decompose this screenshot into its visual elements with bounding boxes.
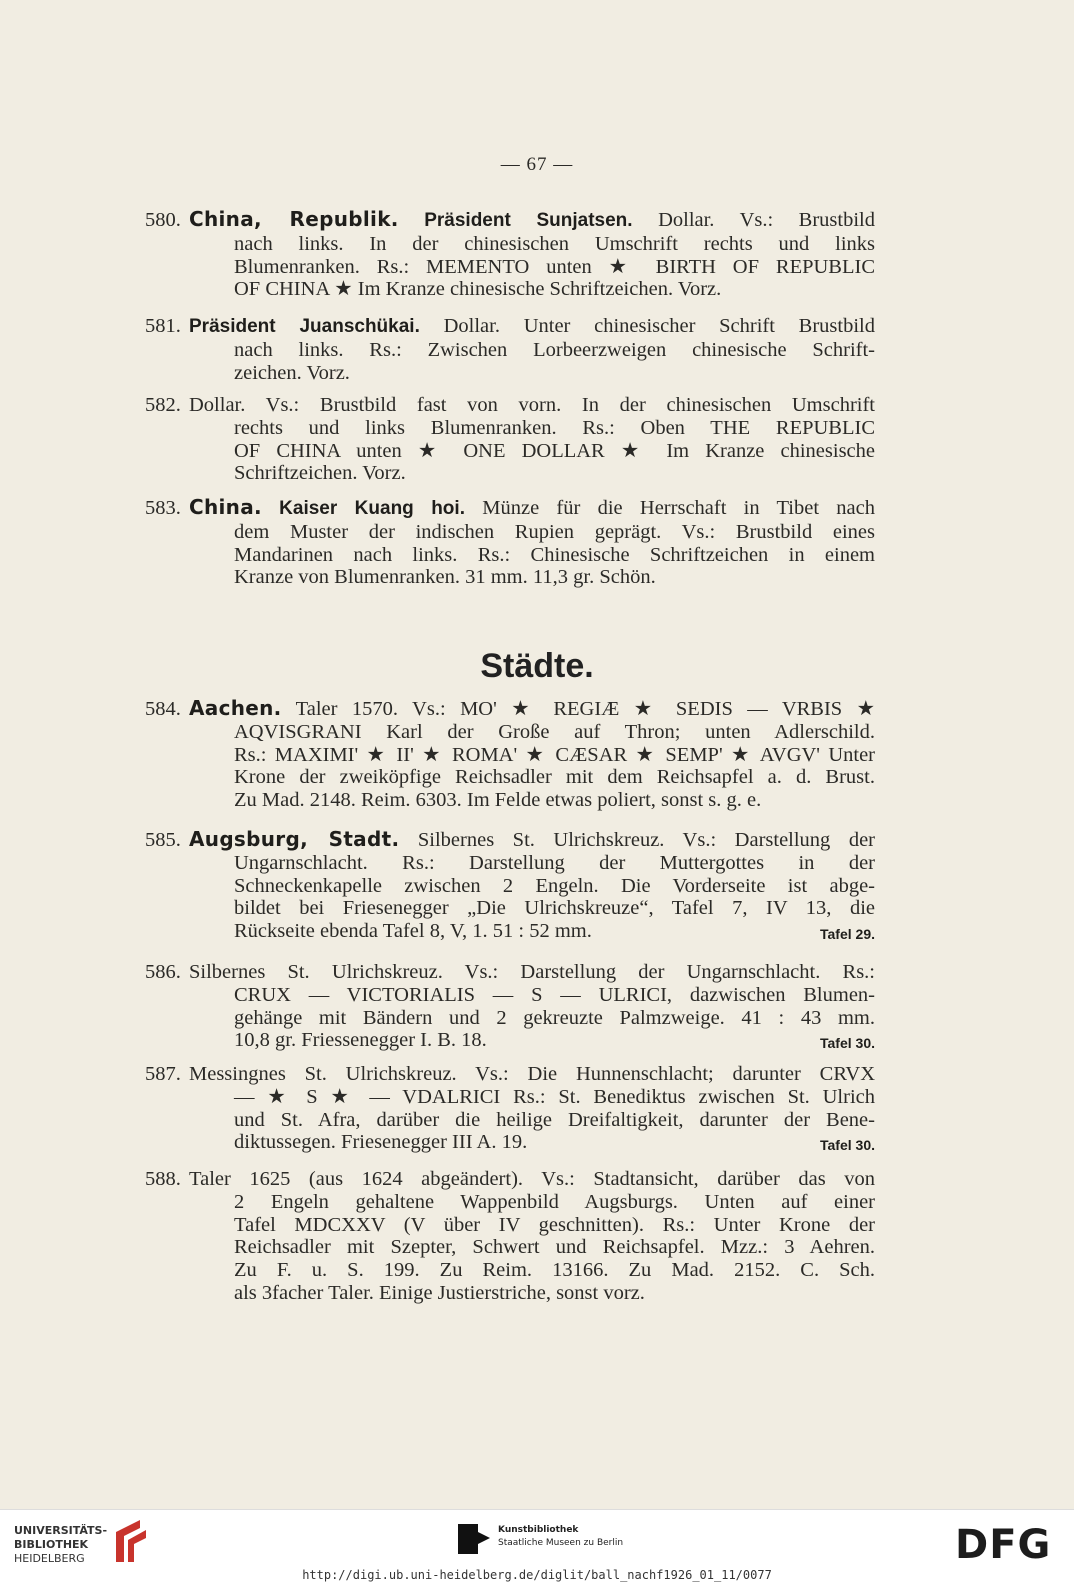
entry-place: Augsburg, Stadt.	[189, 827, 400, 851]
entry-text: Ungarnschlacht. Rs.: Darstellung der Muttergottes in der	[234, 851, 875, 874]
entry-line	[145, 828, 875, 852]
entry-place: China.	[189, 495, 262, 519]
entry-ruler: Präsident Juanschükai.	[189, 316, 420, 337]
section-title: Städte.	[480, 647, 594, 685]
entry-line	[145, 789, 875, 812]
entry-number: 586.	[145, 961, 181, 983]
entry-line	[145, 1007, 875, 1030]
entry-number: 582.	[145, 394, 181, 416]
catalogue-entry	[145, 315, 875, 384]
entry-text: Münze für die Herrschaft in Tibet nach	[482, 497, 876, 519]
entry-text: Krone der zweiköpfige Reichsadler mit dem Reichsapfel a. d. Brust.	[234, 766, 875, 789]
entry-text: gehänge mit Bändern und 2 gekreuzte Palmzweige. 41 : 43 mm.	[234, 1006, 875, 1029]
entry-text: bildet bei Friesenegger „Die Ulrichskreuze“, Tafel 7, IV 13, die	[234, 897, 875, 920]
catalogue-entry	[145, 1168, 875, 1305]
entry-ruler: Präsident Sunjatsen.	[424, 210, 633, 231]
entry-line	[145, 1109, 875, 1132]
entry-text: OF CHINA ★ Im Kranze chinesische Schriftzeichen. Vorz.	[234, 278, 722, 301]
entry-line	[145, 852, 875, 875]
entry-number: 583.	[145, 497, 181, 519]
entry-line	[145, 1063, 875, 1086]
catalogue-entry	[145, 208, 875, 301]
kunstbibliothek-text	[498, 1524, 623, 1550]
entry-line	[145, 744, 875, 767]
ub-logo-mark-icon	[110, 1518, 154, 1568]
entry-number: 587.	[145, 1063, 181, 1085]
entry-text: Schriftzeichen. Vorz.	[234, 462, 406, 485]
entry-line	[145, 961, 875, 984]
entry-line	[145, 1282, 875, 1305]
entry-text: Zu Mad. 2148. Reim. 6303. Im Felde etwas poliert, sonst s. g. e.	[234, 789, 762, 812]
entry-line	[145, 1029, 875, 1052]
entry-line	[145, 1191, 875, 1214]
entry-line	[145, 394, 875, 417]
entry-text: — ★ S ★ — VDALRICI Rs.: St. Benediktus zwischen St. Ulrich	[234, 1085, 875, 1108]
entry-text: als 3facher Taler. Einige Justierstriche, sonst vorz.	[234, 1281, 645, 1304]
entry-line	[145, 920, 875, 943]
entry-number: 588.	[145, 1168, 181, 1190]
footer-bar	[0, 1509, 1074, 1586]
entry-text: rechts und links Blumenranken. Rs.: Oben THE REPUBLIC	[234, 416, 875, 439]
entry-line	[145, 208, 875, 233]
entry-line	[145, 566, 875, 589]
entry-text: 10,8 gr. Friessenegger I. B. 18.	[234, 1029, 487, 1052]
entry-text: Rückseite ebenda Tafel 8, V, 1. 51 : 52 mm.	[234, 920, 592, 943]
entry-line	[145, 1214, 875, 1237]
entry-text: AQVISGRANI Karl der Große auf Thron; unten Adlerschild.	[234, 720, 875, 743]
entry-line	[145, 440, 875, 463]
entry-text: Dollar. Vs.: Brustbild fast von vorn. In der chinesischen Umschrift	[189, 394, 875, 416]
tafel-reference: Tafel 30.	[820, 1035, 875, 1052]
source-url-link[interactable]: http://digi.ub.uni-heidelberg.de/diglit/ball_nachf1926_01_11/0077	[302, 1568, 772, 1582]
entry-text: Rs.: MAXIMI' ★ II' ★ ROMA' ★ CÆSAR ★ SEMP' ★ AVGV' Unter	[234, 743, 875, 766]
ub-line-3: HEIDELBERG	[14, 1552, 85, 1565]
entry-text: Tafel MDCXXV (V über IV geschnitten). Rs.: Unter Krone der	[234, 1213, 875, 1236]
catalogue-entry	[145, 496, 875, 589]
entry-line	[145, 256, 875, 279]
ub-heidelberg-logo[interactable]	[14, 1524, 107, 1566]
entry-place: China, Republik.	[189, 207, 399, 231]
kb-line-2: Staatliche Museen zu Berlin	[498, 1538, 624, 1548]
entry-line	[145, 278, 875, 301]
entry-line	[145, 521, 875, 544]
entry-line	[145, 1086, 875, 1109]
entry-line	[145, 362, 875, 385]
entry-number: 584.	[145, 698, 181, 720]
entry-line	[145, 984, 875, 1007]
entry-text: nach links. Rs.: Zwischen Lorbeerzweigen chinesische Schrift-	[234, 338, 875, 361]
entry-text: Dollar. Vs.: Brustbild	[658, 209, 875, 231]
entry-line	[145, 766, 875, 789]
entry-text: und St. Afra, darüber die heilige Dreifaltigkeit, darunter der Bene-	[234, 1108, 875, 1131]
entry-line	[145, 496, 875, 521]
entry-text: Taler 1570. Vs.: MO' ★ REGIÆ ★ SEDIS — VRBIS ★	[295, 698, 875, 720]
entry-line	[145, 875, 875, 898]
entry-text: CRUX — VICTORIALIS — S — ULRICI, dazwischen Blumen-	[234, 983, 875, 1006]
ub-line-2: BIBLIOTHEK	[14, 1538, 89, 1551]
tafel-reference: Tafel 29.	[820, 926, 875, 943]
entry-text: zeichen. Vorz.	[234, 361, 350, 384]
entry-text: Blumenranken. Rs.: MEMENTO unten ★ BIRTH OF REPUBLIC	[234, 255, 875, 278]
entry-number: 585.	[145, 829, 181, 851]
entry-line	[145, 721, 875, 744]
entry-text: Silbernes St. Ulrichskreuz. Vs.: Darstellung der Ungarnschlacht. Rs.:	[189, 961, 875, 983]
entry-line	[145, 1236, 875, 1259]
entry-line	[145, 544, 875, 567]
entry-ruler: Kaiser Kuang hoi.	[279, 498, 465, 519]
entry-line	[145, 462, 875, 485]
entry-line	[145, 315, 875, 339]
page-number: — 67 —	[500, 154, 574, 175]
entry-text: Mandarinen nach links. Rs.: Chinesische Schriftzeichen in einem	[234, 543, 875, 566]
entry-text: diktussegen. Friesenegger III A. 19.	[234, 1131, 528, 1154]
entry-text: OF CHINA unten ★ ONE DOLLAR ★ Im Kranze chinesische	[234, 439, 875, 462]
entry-text: Dollar. Unter chinesischer Schrift Brustbild	[443, 315, 875, 337]
entry-place: Aachen.	[189, 696, 282, 720]
ub-line-1: UNIVERSITÄTS-	[14, 1524, 108, 1537]
catalogue-entry	[145, 961, 875, 1055]
entry-line	[145, 897, 875, 920]
entry-text: nach links. In der chinesischen Umschrift rechts und links	[234, 232, 875, 255]
catalogue-entry	[145, 1063, 875, 1157]
entry-text: Kranze von Blumenranken. 31 mm. 11,3 gr. Schön.	[234, 566, 656, 589]
entry-number: 581.	[145, 315, 181, 337]
entry-text: Schneckenkapelle zwischen 2 Engeln. Die Vorderseite ist abge-	[234, 874, 875, 897]
entry-text: 2 Engeln gehaltene Wappenbild Augsburgs. Unten auf einer	[234, 1190, 875, 1213]
catalogue-entry	[145, 697, 875, 812]
catalogue-entry	[145, 394, 875, 485]
entry-line	[145, 1131, 875, 1154]
entry-line	[145, 339, 875, 362]
entry-line	[145, 1168, 875, 1191]
dfg-logo[interactable]: DFG	[955, 1522, 1052, 1568]
entry-line	[145, 233, 875, 256]
entry-line	[145, 697, 875, 721]
kb-line-1: Kunstbibliothek	[498, 1525, 579, 1535]
catalogue-entry	[145, 828, 875, 946]
entry-number: 580.	[145, 209, 181, 231]
entry-text: Zu F. u. S. 199. Zu Reim. 13166. Zu Mad. 2152. C. Sch.	[234, 1259, 875, 1282]
entry-text: Silbernes St. Ulrichskreuz. Vs.: Darstellung der	[417, 829, 875, 851]
entry-text: Taler 1625 (aus 1624 abgeändert). Vs.: Stadtansicht, darüber das von	[189, 1168, 875, 1190]
entry-line	[145, 417, 875, 440]
entry-text: Messingnes St. Ulrichskreuz. Vs.: Die Hunnenschlacht; darunter CRVX	[189, 1063, 875, 1085]
entry-text: dem Muster der indischen Rupien geprägt. Vs.: Brustbild eines	[234, 520, 875, 543]
tafel-reference: Tafel 30.	[820, 1137, 875, 1154]
kunstbibliothek-logo-icon	[458, 1524, 492, 1558]
entry-text: Reichsadler mit Szepter, Schwert und Reichsapfel. Mzz.: 3 Aehren.	[234, 1236, 875, 1259]
entry-line	[145, 1259, 875, 1282]
